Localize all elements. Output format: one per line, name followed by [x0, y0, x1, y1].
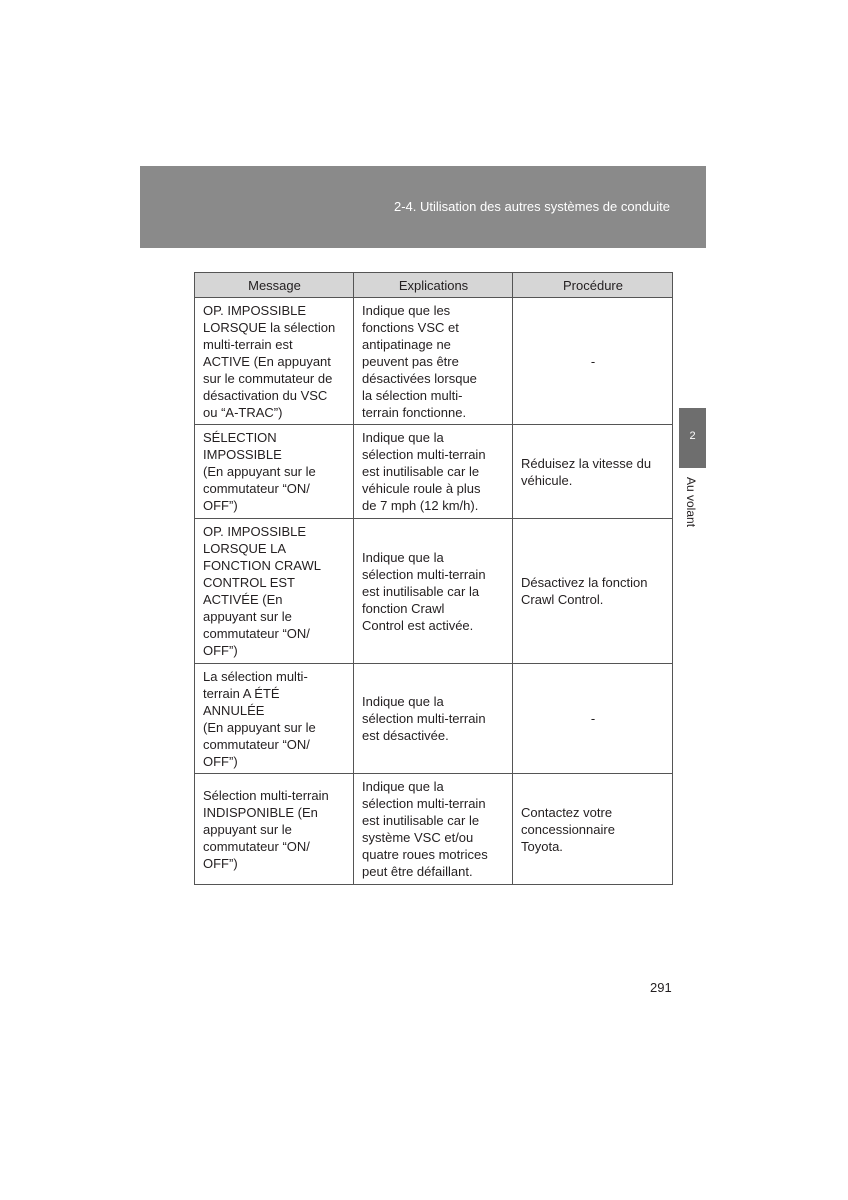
- messages-table: [194, 272, 673, 885]
- procedure-cell-line: concessionnaire: [521, 821, 615, 837]
- message-cell-line: commutateur “ON/: [203, 838, 310, 854]
- explication-cell-line: fonction Crawl: [362, 600, 445, 616]
- procedure-cell-line: Contactez votre: [521, 804, 613, 820]
- table-row: [195, 425, 673, 519]
- message-cell-line: ACTIVE (En appuyant: [203, 353, 331, 369]
- message-cell-line: commutateur “ON/: [203, 481, 310, 496]
- column-header-message: Message: [195, 273, 354, 298]
- message-cell: [195, 425, 354, 519]
- message-cell-line: (En appuyant sur le: [203, 719, 316, 735]
- explication-cell: [354, 664, 513, 774]
- explication-cell-line: désactivées lorsque: [362, 370, 477, 386]
- explication-cell-line: la sélection multi-: [362, 387, 463, 403]
- explication-cell-line: système VSC et/ou: [362, 830, 474, 845]
- procedure-cell-line: -: [590, 353, 596, 369]
- message-cell-line: OFF”): [203, 855, 238, 871]
- explication-cell-line: est inutilisable car la: [362, 583, 480, 599]
- message-cell-line: désactivation du VSC: [203, 387, 328, 403]
- explication-cell-line: Indique que la: [362, 779, 444, 794]
- explication-cell-line: est désactivée.: [362, 728, 449, 743]
- message-cell-line: (En appuyant sur le: [203, 464, 316, 479]
- message-cell-line: OP. IMPOSSIBLE: [203, 302, 307, 318]
- message-cell-line: LORSQUE la sélection: [203, 319, 336, 335]
- procedure-cell-line: -: [590, 711, 596, 726]
- message-cell-line: multi-terrain est: [203, 336, 293, 352]
- explication-cell-line: véhicule roule à plus: [362, 481, 481, 496]
- explication-cell-line: Indique que la: [362, 694, 444, 709]
- explication-cell: [354, 425, 513, 519]
- message-cell-line: OP. IMPOSSIBLE: [203, 524, 307, 539]
- section-header-band: [140, 166, 706, 248]
- message-cell-line: FONCTION CRAWL: [203, 558, 321, 573]
- message-cell-line: appuyant sur le: [203, 821, 292, 837]
- explication-cell-line: est inutilisable car le: [362, 464, 480, 479]
- message-cell: [195, 774, 354, 885]
- procedure-cell-line: véhicule.: [521, 472, 573, 488]
- explication-cell-line: peut être défaillant.: [362, 864, 473, 879]
- explication-cell-line: fonctions VSC et: [362, 319, 459, 335]
- message-cell-line: La sélection multi-: [203, 668, 308, 684]
- message-cell-line: ACTIVÉE (En: [203, 592, 283, 607]
- procedure-cell: [513, 774, 673, 885]
- procedure-cell-line: Crawl Control.: [521, 592, 604, 607]
- message-cell-line: LORSQUE LA: [203, 541, 287, 556]
- message-cell-line: commutateur “ON/: [203, 626, 310, 641]
- page-number: 291: [650, 980, 672, 995]
- explication-cell-line: Indique que la: [362, 549, 444, 565]
- explication-cell-line: peuvent pas être: [362, 353, 459, 369]
- table-row: [195, 774, 673, 885]
- procedure-cell: [513, 298, 673, 425]
- explication-cell-line: quatre roues motrices: [362, 847, 488, 862]
- explication-cell-line: antipatinage ne: [362, 336, 451, 352]
- explication-cell-line: est inutilisable car le: [362, 813, 480, 828]
- explication-cell-line: de 7 mph (12 km/h).: [362, 498, 479, 513]
- message-cell-line: OFF”): [203, 643, 238, 658]
- chapter-tab: [679, 408, 706, 468]
- explication-cell-line: Control est activée.: [362, 617, 474, 633]
- message-cell-line: terrain A ÉTÉ: [203, 685, 280, 701]
- message-cell-line: Sélection multi-terrain: [203, 787, 329, 803]
- chapter-number: 2: [689, 430, 696, 442]
- message-cell: [195, 519, 354, 664]
- column-header-explications: Explications: [354, 273, 513, 298]
- message-cell-line: ou “A-TRAC”): [203, 404, 283, 420]
- explication-cell-line: sélection multi-terrain: [362, 566, 486, 582]
- explication-cell: [354, 298, 513, 425]
- message-cell: [195, 664, 354, 774]
- message-cell-line: appuyant sur le: [203, 609, 292, 624]
- procedure-cell: [513, 664, 673, 774]
- table-row: [195, 298, 673, 425]
- message-cell-line: sur le commutateur de: [203, 370, 333, 386]
- explication-cell-line: terrain fonctionne.: [362, 404, 467, 420]
- section-title: 2-4. Utilisation des autres systèmes de conduite: [393, 199, 670, 214]
- explication-cell-line: sélection multi-terrain: [362, 447, 486, 462]
- table-header-row: [195, 273, 673, 298]
- chapter-label: Au volant: [684, 477, 698, 528]
- explication-cell: [354, 519, 513, 664]
- procedure-cell-line: Toyota.: [521, 838, 563, 854]
- table-row: [195, 519, 673, 664]
- message-cell-line: SÉLECTION: [203, 430, 277, 445]
- message-cell-line: INDISPONIBLE (En: [203, 804, 318, 820]
- message-cell-line: OFF”): [203, 498, 238, 513]
- message-cell-line: IMPOSSIBLE: [203, 447, 282, 462]
- message-cell: [195, 298, 354, 425]
- table-row: [195, 664, 673, 774]
- message-cell-line: OFF”): [203, 753, 238, 769]
- procedure-cell: [513, 519, 673, 664]
- procedure-cell: [513, 425, 673, 519]
- message-cell-line: CONTROL EST: [203, 575, 295, 590]
- explication-cell-line: Indique que la: [362, 430, 444, 445]
- column-header-procedure: Procédure: [513, 273, 673, 298]
- explication-cell-line: sélection multi-terrain: [362, 711, 486, 726]
- message-cell-line: commutateur “ON/: [203, 736, 310, 752]
- explication-cell-line: Indique que les: [362, 302, 451, 318]
- procedure-cell-line: Réduisez la vitesse du: [521, 455, 652, 471]
- explication-cell: [354, 774, 513, 885]
- message-cell-line: ANNULÉE: [203, 702, 265, 718]
- explication-cell-line: sélection multi-terrain: [362, 796, 486, 811]
- procedure-cell-line: Désactivez la fonction: [521, 575, 648, 590]
